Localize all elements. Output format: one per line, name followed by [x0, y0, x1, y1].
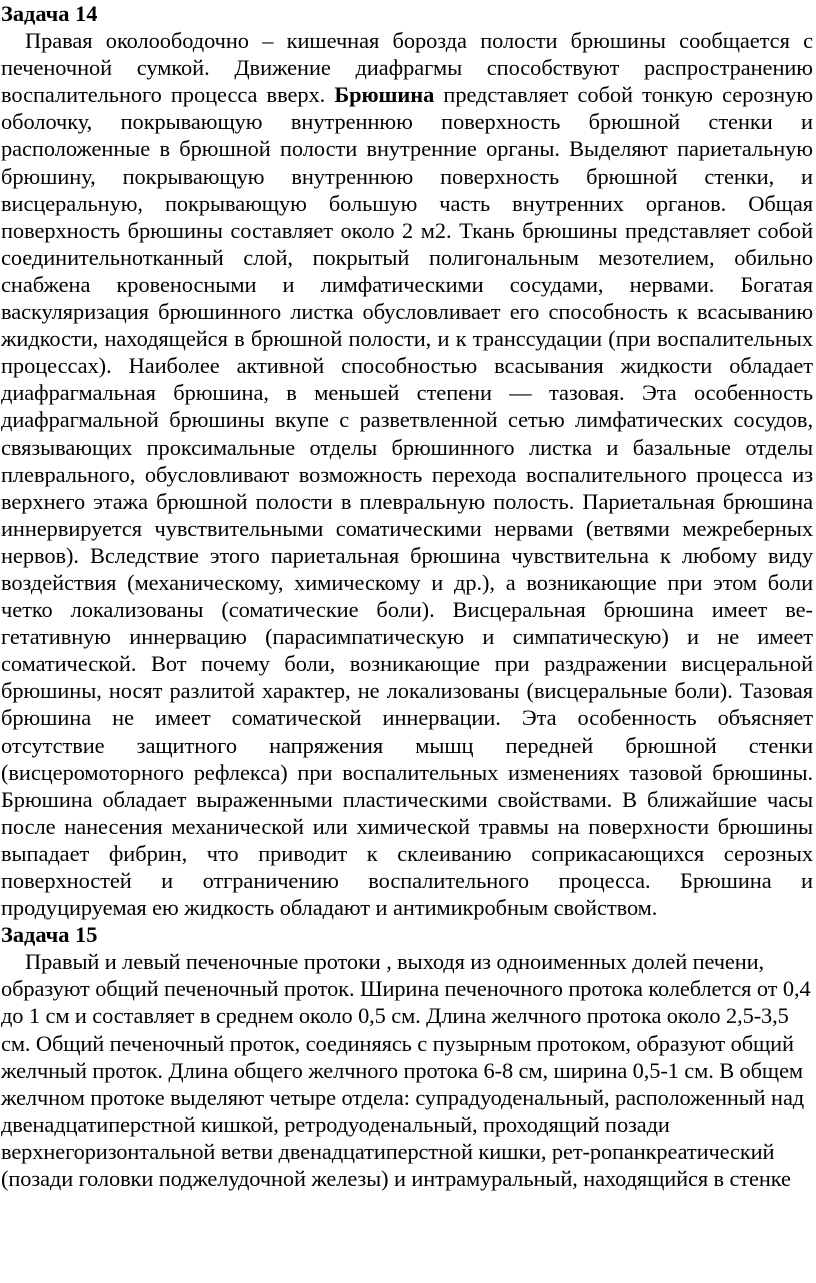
section-heading-task-15: Задача 15	[1, 922, 98, 948]
section-body-task-15: Правый и левый печеночные протоки , выходя из одноименных долей печени, образуют общий печеночный проток. Ширина печеночного протока колеблется от 0,4 до 1 см и составляет в среднем около 0,5 см. Длина желчного протока около 2,5-3,5 см. Общий печеночный проток, соединяясь с пузырным протоком, образуют общий желчный проток. Длина общего желчного протока 6-8 см, ширина 0,5-1 см. В общем желчном протоке выделяют четыре отдела: супрадуоденальный, расположенный над двенадцатиперстной кишкой, ретродуоденальный, проходящий позади верхнегоризонтальной ветви двенадцатиперстной кишки, рет-ропанкреатический (позади головки поджелудочной железы) и интрамуральный, находящийся в стенке	[1, 949, 811, 1192]
section-heading-task-14: Задача 14	[1, 1, 98, 26]
body-text-intro: Правая околоободочно – кишечная борозда полости брюшины сообщается с печеночной сумкой. Движение диафрагмы способствуют распространению воспалительного процесса вверх.	[1, 28, 813, 108]
section-body-task-14	[0, 27, 813, 921]
term-peritoneum: Брюшина	[334, 82, 435, 108]
body-text-main: представляет собой тонкую серозную оболочку, покрывающую внутреннюю поверхность брюшной стенки и расположенные в брюшной полости внутренние органы. Выделяют париетальную брюшину, покрывающую внутреннюю поверхность брюшной стенки, и висцеральную, покрывающую большую часть внутренних органов. Общая поверхность брюшины составляет около 2 м2. Ткань брюшины представляет собой соединительнотканный слой, покрытый полигональным мезотелием, обильно снабжена кровеносными и лимфатическими сосудами, нервами. Богатая васкуляризация брюшинного листка обусловливает его способность к всасыванию жидкости, находящейся в брюшной полости, и к транссудации (при воспалительных процессах). Наиболее активной способностью всасывания жидкости обладает диафрагмальная брюшина, в меньшей степени — тазовая. Эта особенность диафрагмальной брюшины вкупе с разветвленной сетью лимфатических сосудов, связывающих проксимальные отделы брюшинного листка и базальные отделы плеврального, обусловливают возможность перехода воспалительного процесса из верхнего этажа брюшной полости в плевральную полость. Париетальная брюшина иннервируется чувствительными соматическими нервами (ветвями межреберных нервов). Вследствие этого париетальная брюшина чувствительна к любому виду воздействия (механическому, химическому и др.), а возникающие при этом боли четко локализованы (соматические боли). Висцеральная брюшина имеет вегетативную иннервацию (парасимпатическую и симпатическую) и не имеет соматической. Вот почему боли, возникающие при раздражении висцеральной брюшины, носят разлитой характер, не локализованы (висцеральные боли). Тазовая брюшина не имеет соматической иннервации. Эта особенность объясняет отсутствие защитного напряжения мышц передней брюшной стенки (висцеромоторного рефлекса) при воспалительных изменениях тазовой брюшины. Брюшина обладает выраженными пластическими свойствами. В ближайшие часы после нанесения механической или химической травмы на поверхности брюшины выпадает фибрин, что приводит к склеиванию соприкасающихся серозных поверхностей и отграничению воспалительного процесса. Брюшина и продуцируемая ею жидкость обладают и антимикробным свойством.	[1, 82, 814, 921]
section-task-15	[0, 921, 816, 1192]
